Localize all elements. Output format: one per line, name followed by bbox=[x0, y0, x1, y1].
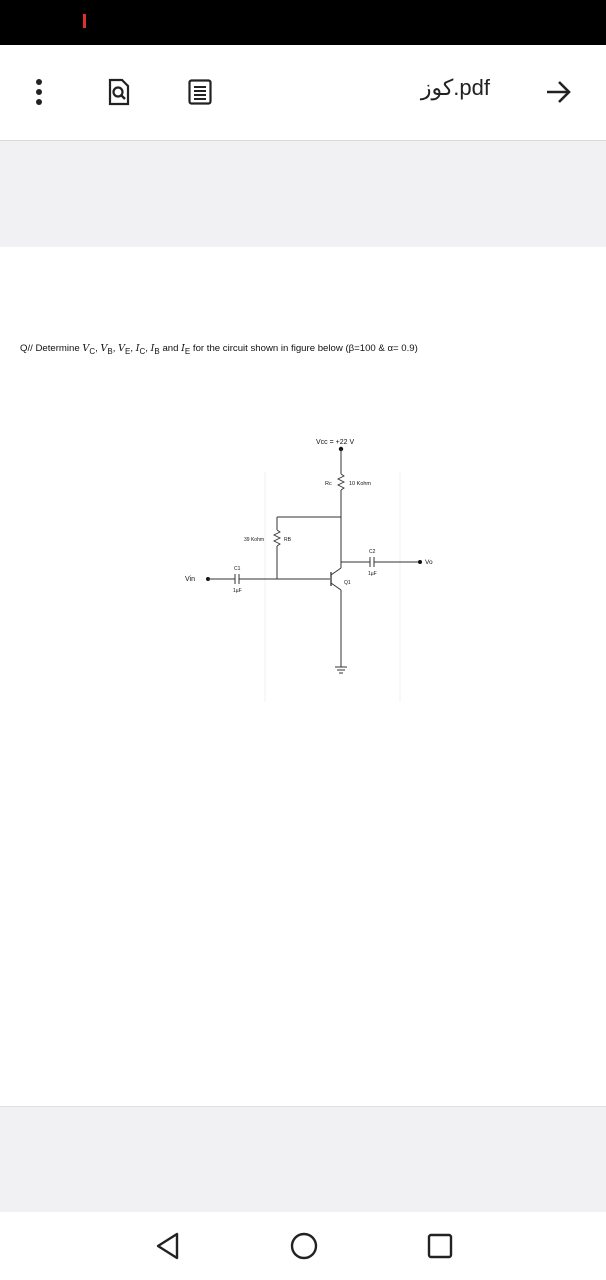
var-i: I bbox=[150, 343, 155, 354]
app-toolbar bbox=[0, 45, 606, 141]
home-circle-icon[interactable] bbox=[286, 1228, 322, 1264]
pdf-page bbox=[0, 247, 606, 1106]
document-title: كوز.pdf bbox=[420, 75, 490, 100]
sub-c: C bbox=[89, 346, 96, 356]
vcc-label: Vcc = +22 V bbox=[316, 439, 355, 446]
sub-b: B bbox=[107, 346, 113, 356]
circuit-diagram bbox=[170, 422, 433, 722]
more-vert-icon[interactable] bbox=[34, 79, 44, 111]
vo-node bbox=[418, 560, 422, 564]
status-bar bbox=[0, 0, 606, 45]
q1-label: Q1 bbox=[344, 580, 351, 586]
rc-resistor bbox=[338, 474, 344, 490]
rb-label: RB bbox=[284, 537, 291, 543]
vo-label: Vo bbox=[425, 559, 433, 566]
rb-value: 39 Kohm bbox=[244, 537, 265, 543]
sub-b: B bbox=[154, 346, 160, 356]
var-v: V bbox=[82, 343, 90, 354]
page-gap-top bbox=[0, 141, 606, 247]
c2-value: 1µF bbox=[368, 571, 377, 577]
sub-c: C bbox=[139, 346, 146, 356]
rc-value: 10 Kohm bbox=[349, 481, 372, 487]
system-nav-bar bbox=[0, 1212, 606, 1280]
sub-e: E bbox=[125, 346, 131, 356]
question-prefix: Q// Determine bbox=[20, 343, 83, 354]
and-word: and bbox=[162, 343, 179, 354]
sub-e: E bbox=[184, 346, 191, 356]
find-in-page-icon[interactable] bbox=[108, 79, 130, 105]
var-i: I bbox=[181, 343, 185, 354]
var-i: I bbox=[135, 343, 140, 354]
var-v: V bbox=[118, 343, 126, 354]
rc-label: Rc bbox=[325, 481, 332, 487]
notification-indicator bbox=[83, 14, 86, 28]
recents-square-icon[interactable] bbox=[422, 1228, 458, 1264]
c1-label: C1 bbox=[234, 566, 241, 572]
arrow-forward-icon[interactable] bbox=[544, 77, 574, 107]
question-suffix: for the circuit shown in figure below (β=100 & α= 0.9) bbox=[190, 343, 418, 354]
question-text: Q// Determine $V_C$, $V_B$, $V_E$, $I_C$, $I_B$ and $I_E$ for the circuit shown in figure below (β=100 & α= 0.9) bbox=[20, 343, 418, 356]
vin-label: Vin bbox=[185, 576, 195, 583]
var-v: V bbox=[100, 343, 108, 354]
c1-value: 1µF bbox=[233, 588, 242, 594]
rb-resistor bbox=[274, 530, 280, 546]
back-triangle-icon[interactable] bbox=[150, 1228, 186, 1264]
reader-view-icon[interactable] bbox=[188, 79, 212, 105]
page-gap-bottom bbox=[0, 1106, 606, 1213]
c2-label: C2 bbox=[369, 549, 376, 555]
